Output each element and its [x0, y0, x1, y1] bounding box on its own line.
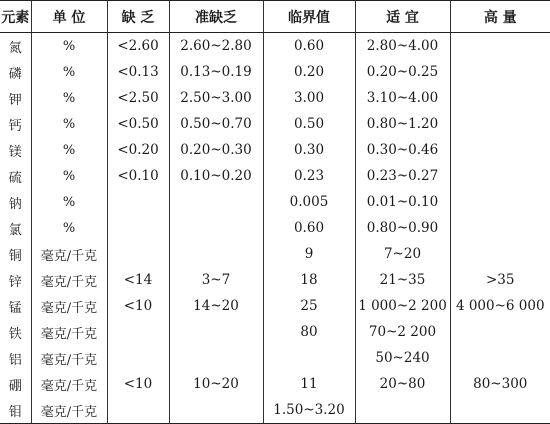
- cell-marginal: 0.50~0.70: [169, 111, 263, 137]
- cell-unit: %: [31, 137, 107, 163]
- cell-high: [450, 163, 550, 189]
- cell-deficient: <10: [107, 371, 169, 397]
- cell-optimal: 2.80~4.00: [355, 33, 450, 60]
- cell-optimal: 0.30~0.46: [355, 137, 450, 163]
- cell-marginal: 2.50~3.00: [169, 85, 263, 111]
- cell-deficient: <14: [107, 267, 169, 293]
- cell-optimal: 7~20: [355, 241, 450, 267]
- cell-deficient: [107, 345, 169, 371]
- cell-element: 铁: [8, 326, 22, 342]
- cell-element: 铝: [8, 352, 22, 368]
- cell-unit: 毫克/千克: [31, 293, 107, 319]
- cell-deficient: [107, 319, 169, 345]
- cell-element: 氮: [8, 40, 22, 56]
- header-high: 高 量: [450, 1, 550, 33]
- cell-unit: 毫克/千克: [31, 267, 107, 293]
- cell-optimal: 20~80: [355, 371, 450, 397]
- cell-unit: 毫克/千克: [31, 345, 107, 371]
- cell-high: [450, 85, 550, 111]
- table-row: [0, 33, 550, 60]
- cell-critical: 0.60: [263, 33, 355, 60]
- cell-high: [450, 111, 550, 137]
- cell-deficient: [107, 189, 169, 215]
- cell-critical: 11: [263, 371, 355, 397]
- cell-optimal: 70~2 200: [355, 319, 450, 345]
- cell-element: 磷: [8, 66, 22, 82]
- cell-marginal: [169, 241, 263, 267]
- header-critical: 临界值: [263, 1, 355, 33]
- header-optimal: 适 宜: [355, 1, 450, 33]
- table-row: [0, 397, 550, 424]
- cell-critical: 9: [263, 241, 355, 267]
- cell-unit: 毫克/千克: [31, 371, 107, 397]
- cell-marginal: 14~20: [169, 293, 263, 319]
- cell-element: 锰: [8, 300, 22, 316]
- table-row: [0, 85, 550, 111]
- cell-optimal: 1 000~2 200: [355, 293, 450, 319]
- header-element: 元素: [0, 1, 31, 33]
- cell-critical: [263, 345, 355, 371]
- table-row: [0, 371, 550, 397]
- table-row: [0, 163, 550, 189]
- cell-high: 4 000~6 000: [450, 293, 550, 319]
- table-row: [0, 267, 550, 293]
- cell-deficient: [107, 241, 169, 267]
- cell-element: 钾: [8, 92, 22, 108]
- table-row: [0, 111, 550, 137]
- cell-unit: %: [31, 33, 107, 60]
- cell-critical: 25: [263, 293, 355, 319]
- header-marginal: 准缺乏: [169, 1, 263, 33]
- cell-optimal: 0.80~0.90: [355, 215, 450, 241]
- header-deficient: 缺 乏: [107, 1, 169, 33]
- cell-critical: 0.30: [263, 137, 355, 163]
- cell-critical: 0.20: [263, 59, 355, 85]
- table-row: [0, 189, 550, 215]
- table-header: [0, 1, 550, 33]
- cell-deficient: <0.10: [107, 163, 169, 189]
- table-row: [0, 319, 550, 345]
- table-row: [0, 137, 550, 163]
- cell-critical: 0.005: [263, 189, 355, 215]
- cell-optimal: 21~35: [355, 267, 450, 293]
- cell-unit: 毫克/千克: [31, 319, 107, 345]
- cell-deficient: <2.50: [107, 85, 169, 111]
- cell-element: 锌: [8, 274, 22, 290]
- cell-marginal: 0.20~0.30: [169, 137, 263, 163]
- cell-high: [450, 345, 550, 371]
- cell-deficient: <0.13: [107, 59, 169, 85]
- cell-marginal: [169, 215, 263, 241]
- table-body: [0, 33, 550, 424]
- header-unit: 单 位: [31, 1, 107, 33]
- table-row: [0, 59, 550, 85]
- cell-deficient: <0.20: [107, 137, 169, 163]
- cell-critical: 3.00: [263, 85, 355, 111]
- cell-unit: %: [31, 189, 107, 215]
- cell-optimal: 0.80~1.20: [355, 111, 450, 137]
- cell-high: [450, 319, 550, 345]
- cell-deficient: [107, 215, 169, 241]
- cell-optimal: 0.20~0.25: [355, 59, 450, 85]
- cell-critical: 0.23: [263, 163, 355, 189]
- cell-high: [450, 397, 550, 424]
- cell-marginal: 2.60~2.80: [169, 33, 263, 60]
- cell-unit: 毫克/千克: [31, 397, 107, 424]
- cell-deficient: <2.60: [107, 33, 169, 60]
- cell-optimal: 50~240: [355, 345, 450, 371]
- cell-optimal: [355, 397, 450, 424]
- cell-optimal: 3.10~4.00: [355, 85, 450, 111]
- cell-high: >35: [450, 267, 550, 293]
- cell-marginal: [169, 345, 263, 371]
- cell-element: 钼: [0, 397, 31, 424]
- cell-critical: 1.50~3.20: [263, 397, 355, 424]
- cell-marginal: [169, 189, 263, 215]
- cell-unit: %: [31, 215, 107, 241]
- cell-high: [450, 33, 550, 60]
- cell-marginal: 0.13~0.19: [169, 59, 263, 85]
- table-row: [0, 293, 550, 319]
- table-row: [0, 215, 550, 241]
- cell-unit: %: [31, 111, 107, 137]
- table-row: [0, 241, 550, 267]
- cell-high: [450, 189, 550, 215]
- cell-high: [450, 59, 550, 85]
- cell-optimal: 0.23~0.27: [355, 163, 450, 189]
- cell-high: [450, 137, 550, 163]
- cell-critical: 80: [263, 319, 355, 345]
- cell-element: 硼: [8, 378, 22, 394]
- cell-deficient: [107, 397, 169, 424]
- cell-deficient: <0.50: [107, 111, 169, 137]
- cell-unit: %: [31, 59, 107, 85]
- cell-critical: 0.50: [263, 111, 355, 137]
- cell-element: 钠: [8, 196, 22, 212]
- cell-marginal: 3~7: [169, 267, 263, 293]
- cell-marginal: 10~20: [169, 371, 263, 397]
- cell-critical: 0.60: [263, 215, 355, 241]
- cell-high: [450, 215, 550, 241]
- cell-marginal: [169, 397, 263, 424]
- cell-critical: 18: [263, 267, 355, 293]
- cell-element: 镁: [8, 144, 22, 160]
- cell-optimal: 0.01~0.10: [355, 189, 450, 215]
- cell-marginal: 0.10~0.20: [169, 163, 263, 189]
- cell-deficient: <10: [107, 293, 169, 319]
- cell-element: 硫: [8, 170, 22, 186]
- table-row: [0, 345, 550, 371]
- cell-element: 铜: [8, 248, 22, 264]
- header-row: [0, 1, 550, 33]
- cell-high: [450, 241, 550, 267]
- cell-element: 氯: [8, 222, 22, 238]
- cell-marginal: [169, 319, 263, 345]
- cell-high: 80~300: [450, 371, 550, 397]
- cell-element: 钙: [8, 118, 22, 134]
- cell-unit: %: [31, 85, 107, 111]
- cell-unit: %: [31, 163, 107, 189]
- cell-unit: 毫克/千克: [31, 241, 107, 267]
